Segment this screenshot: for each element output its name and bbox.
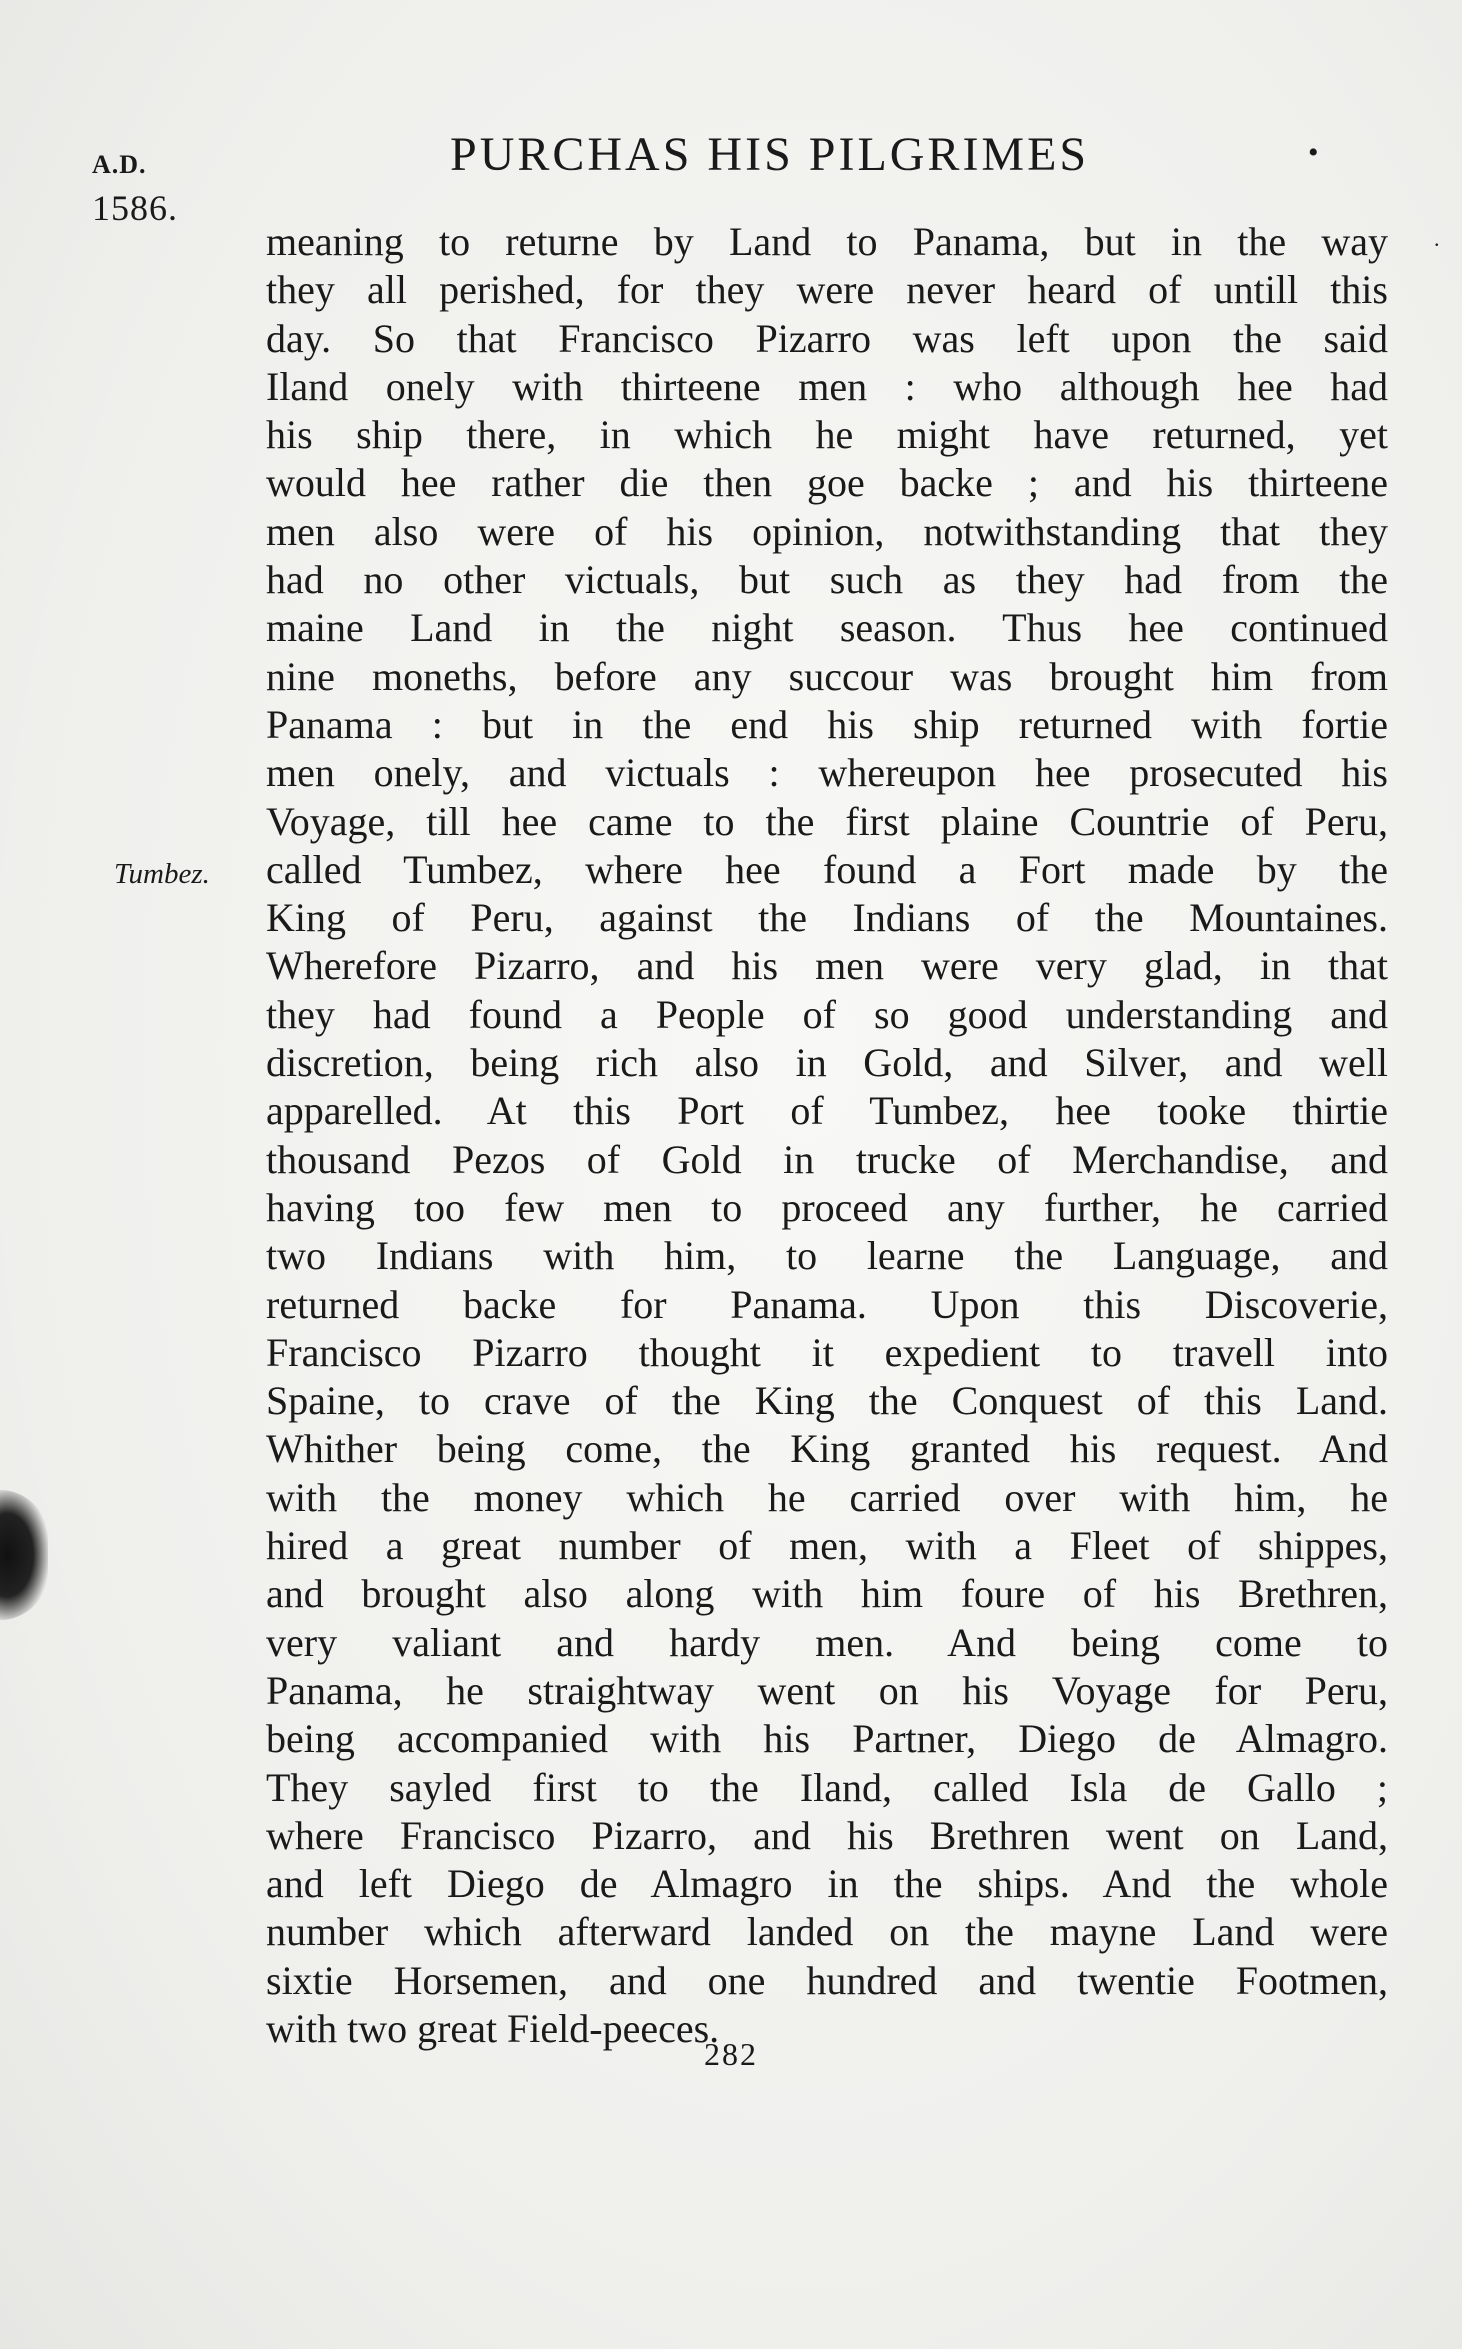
text-line: sixtie Horsemen, and one hundred and twentie Footmen, xyxy=(266,1957,1388,2003)
text-line: apparelled. At this Port of Tumbez, hee tooke thirtie xyxy=(266,1088,1388,1134)
text-line: men also were of his opinion, notwithstanding that they xyxy=(266,508,1388,554)
binding-shadow xyxy=(0,1490,48,1620)
text-line: Panama : but in the end his ship returned with fortie xyxy=(266,701,1388,747)
text-line: men onely, and victuals : whereupon hee prosecuted his xyxy=(266,750,1388,796)
text-line: where Francisco Pizarro, and his Brethren went on Land, xyxy=(266,1812,1388,1858)
text-line: his ship there, in which he might have returned, yet xyxy=(266,412,1388,458)
text-line: meaning to returne by Land to Panama, but in the way xyxy=(266,219,1388,264)
text-line: day. So that Francisco Pizarro was left upon the said xyxy=(266,315,1388,361)
head-mark: • xyxy=(1308,136,1319,169)
text-line: they had found a People of so good understanding and xyxy=(266,991,1388,1037)
text-line: nine moneths, before any succour was brought him from xyxy=(266,653,1388,699)
text-line: number which afterward landed on the mayne Land were xyxy=(266,1909,1388,1955)
text-line: Voyage, till hee came to the first plaine Countrie of Peru, xyxy=(266,798,1388,844)
text-line: discretion, being rich also in Gold, and Silver, and well xyxy=(266,1040,1388,1086)
text-line: thousand Pezos of Gold in trucke of Merchandise, and xyxy=(266,1136,1388,1182)
page-number: 282 xyxy=(704,2036,758,2072)
text-line: Whither being come, the King granted his request. And xyxy=(266,1426,1388,1472)
margin-note: Tumbez. xyxy=(114,858,210,890)
text-line: being accompanied with his Partner, Diego de Almagro. xyxy=(266,1716,1388,1762)
text-line: with the money which he carried over with him, he xyxy=(266,1474,1388,1520)
text-line: Panama, he straightway went on his Voyage for Peru, xyxy=(266,1667,1388,1713)
text-line: and brought also along with him foure of his Brethren, xyxy=(266,1571,1388,1617)
text-line: called Tumbez, where hee found a Fort made by the xyxy=(266,846,1388,892)
side-year-number: 1586. xyxy=(92,188,178,228)
side-year xyxy=(92,152,178,226)
side-year-era: A.D. xyxy=(92,150,147,179)
text-line: two Indians with him, to learne the Language, and xyxy=(266,1233,1388,1279)
text-line: with two great Field-peeces. xyxy=(266,2005,720,2051)
text-line: Spaine, to crave of the King the Conquest of this Land. xyxy=(266,1378,1388,1424)
text-line: having too few men to proceed any further, he carried xyxy=(266,1184,1388,1230)
text-line: returned backe for Panama. Upon this Discoverie, xyxy=(266,1281,1388,1327)
text-line: Wherefore Pizarro, and his men were very glad, in that xyxy=(266,943,1388,989)
text-line: had no other victuals, but such as they had from the xyxy=(266,557,1388,603)
running-head: PURCHAS HIS PILGRIMES xyxy=(450,128,1090,181)
text-line: very valiant and hardy men. And being come to xyxy=(266,1619,1388,1665)
text-line: they all perished, for they were never heard of untill this xyxy=(266,267,1388,313)
text-line: Francisco Pizarro thought it expedient to travell into xyxy=(266,1329,1388,1375)
text-line: They sayled first to the Iland, called Isla de Gallo ; xyxy=(266,1764,1388,1810)
text-line: King of Peru, against the Indians of the Mountaines. xyxy=(266,895,1388,941)
text-line: Iland onely with thirteene men : who although hee had xyxy=(266,363,1388,409)
text-line: and left Diego de Almagro in the ships. And the whole xyxy=(266,1861,1388,1907)
stray-mark: . xyxy=(1434,226,1440,251)
text-line: maine Land in the night season. Thus hee continued xyxy=(266,605,1388,651)
body-text xyxy=(266,218,1388,2053)
text-line: hired a great number of men, with a Fleet of shippes, xyxy=(266,1523,1388,1569)
text-line: would hee rather die then goe backe ; and his thirteene xyxy=(266,460,1388,506)
